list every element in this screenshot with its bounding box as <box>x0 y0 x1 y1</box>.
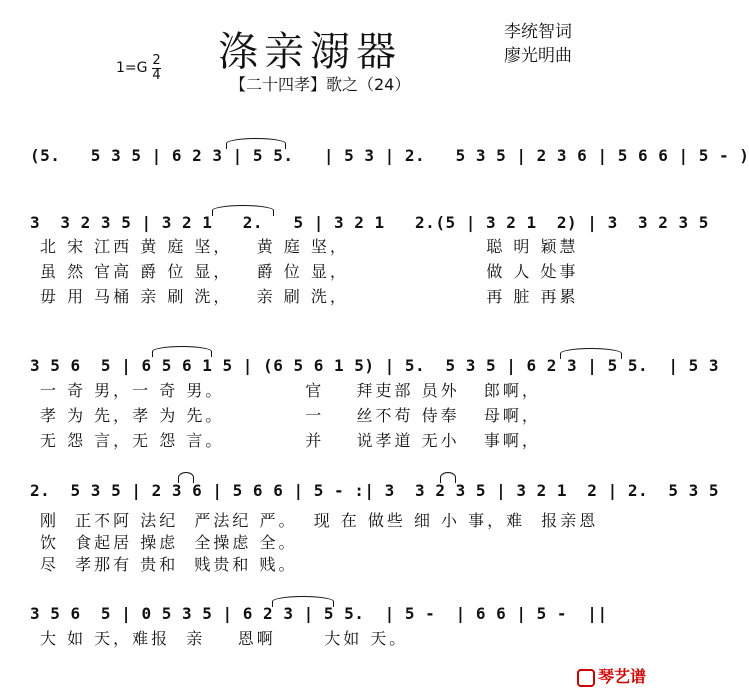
watermark-logo <box>577 664 646 687</box>
lyrics-row-4-verse-2: 饮 食起居 操虑 全操虑 全。 <box>40 533 298 552</box>
lyrics-row-3-verse-2: 孝 为 先，孝 为 先。 一 丝不苟 侍奉 母啊， <box>40 406 541 425</box>
lyrics-row-2-verse-3: 毋 用 马桶 亲 刷 洗， 亲 刷 洗， 再 脏 再累 <box>40 287 579 306</box>
composer: 廖光明曲 <box>504 46 572 66</box>
subtitle: 【二十四孝】歌之（24） <box>230 75 411 94</box>
notation-row-2: 3 3 2 3 5 | 3 2 1 2. 5 | 3 2 1 2.(5 | 3 2 1 2) | 3 3 2 3 5 <box>30 213 709 232</box>
watermark-text: 琴艺谱 <box>598 667 647 686</box>
lyrics-row-3-verse-1: 一 奇 男，一 奇 男。 官 拜吏部 员外 郎啊， <box>40 381 541 400</box>
tie-arc <box>560 348 622 359</box>
lyrics-row-3-verse-3: 无 怨 言，无 怨 言。 并 说孝道 无小 事啊， <box>40 431 541 450</box>
song-title: 涤亲溺器 <box>218 29 402 75</box>
lyrics-row-4-verse-1: 刚 正不阿 法纪 严法纪 严。 现 在 做些 细 小 事，难 报亲恩 <box>40 511 599 530</box>
tie-arc <box>212 205 274 216</box>
notation-row-3: 3 5 6 5 | 6 5 6 1 5 | (6 5 6 1 5) | 5. 5 3 5 | 6 2 3 | 5 5. | 5 3 <box>30 356 720 375</box>
time-denominator: 4 <box>152 68 161 83</box>
logo-icon <box>577 669 595 687</box>
lyrics-row-2-verse-1: 北 宋 江西 黄 庭 坚， 黄 庭 坚， 聪 明 颖慧 <box>40 237 579 256</box>
tie-arc <box>178 472 194 483</box>
tie-arc <box>272 596 334 607</box>
tie-arc <box>440 472 456 483</box>
notation-row-1: (5. 5 3 5 | 6 2 3 | 5 5. | 5 3 | 2. 5 3 5 | 2 3 6 | 5 6 6 | 5 - ) <box>30 146 749 165</box>
lyricist: 李统智词 <box>504 22 572 42</box>
time-signature <box>152 54 161 83</box>
tie-arc <box>152 346 212 357</box>
tie-arc <box>226 138 286 149</box>
key-signature: 1=G <box>116 60 148 76</box>
lyrics-row-4-verse-3: 尽 孝那有 贵和 贱贵和 贱。 <box>40 555 298 574</box>
time-numerator: 2 <box>152 53 161 68</box>
notation-row-4: 2. 5 3 5 | 2 3 6 | 5 6 6 | 5 - :| 3 3 2 3 5 | 3 2 1 2 | 2. 5 3 5 <box>30 481 720 500</box>
notation-row-5: 3 5 6 5 | 0 5 3 5 | 6 2 3 | 5 5. | 5 - | 6 6 | 5 - || <box>30 604 608 623</box>
lyrics-row-5-verse-1: 大 如 天，难报 亲 恩啊 大如 天。 <box>40 629 409 648</box>
credits <box>504 20 572 68</box>
lyrics-row-2-verse-2: 虽 然 官高 爵 位 显， 爵 位 显， 做 人 处事 <box>40 262 579 281</box>
